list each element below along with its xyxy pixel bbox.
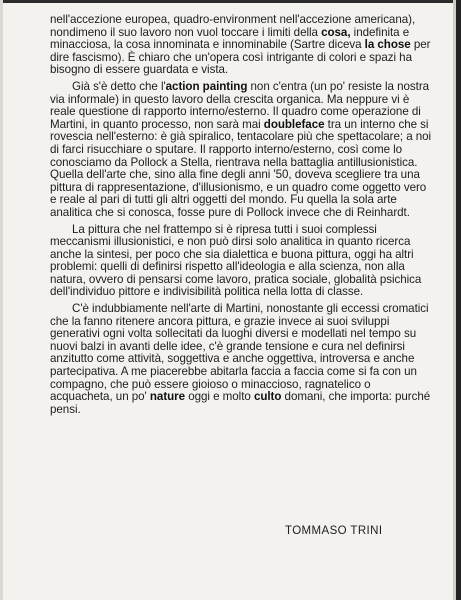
bold-term: action painting (165, 79, 248, 93)
text-run: La pittura che nel frattempo si è ripresa tutti i suoi complessi meccanismi illusionistici, e non può dirsi solo analitica in quanto ricerca anche la sintesi, per poco che sia dialettica e buona pittura, oggi ha altri problemi: quelli di definirsi rispetto all'ideologia e alla scienza, non alla natura, ovvero di pensarsi come lavoro, pratica sociale, globalità psichica dell'individuo pittore e indivisibilità politica nella lotta di classe. (50, 222, 422, 299)
scan-edge-left (0, 0, 3, 600)
text-run: Già s'è detto che l' (72, 79, 166, 93)
scan-edge-right (456, 0, 461, 600)
text-run: indefinita e minacciosa, la cosa innominata e innominabile (Sartre diceva (50, 25, 410, 52)
paragraph-4 (50, 303, 432, 416)
text-run: nell'accezione europea, quadro-environment nell'accezione americana), nondimeno il suo lavoro non vuol toccare i limiti della (50, 13, 416, 39)
bold-term: cosa, (321, 25, 351, 39)
text-run: per dire fascismo). È chiaro che un'opera così intrigante di colori e spazi ha bisogno di essere guardata e vista. (50, 38, 431, 77)
paragraph-3 (50, 224, 432, 300)
text-run: oggi e molto (185, 390, 254, 404)
text-run: domani, che importa: purché pensi. (50, 390, 431, 416)
paragraph-2 (50, 81, 432, 220)
text-run: non c'entra (un po' resiste la nostra via informale) in questo lavoro della crescita organica. Ma neppure vi è reale questione di rapporto interno/esterno. Il quadro come operazione di Martini, in quanto processo, non sarà mai (50, 79, 430, 131)
text-run: C'è indubbiamente nell'arte di Martini, nonostante gli eccessi cromatici che la fanno ritenere ancora pittura, e grazie invece ai suoi sviluppi generativi ogni volta sollecitati da luoghi diversi e modellati nel tempo su nuovi balzi in avanti delle idee, c'è grande tensione e cura nel definirsi anzitutto come attività, soggettiva e anche oggettiva, introversa e anche partecipativa. A me piacerebbe abitarla faccia a faccia come si fa con un compagno, che può essere gioioso o minaccioso, ragnatelico o acquacheta, un po' (50, 302, 429, 404)
bold-term: doubleface (263, 117, 325, 131)
bold-term: la chose (364, 38, 411, 52)
paragraph-1 (50, 14, 432, 77)
text-run: tra un interno che si rovescia nell'esterno: è già spiralico, tentacolare più che spettacolare; a noi di farci risucchiare o sputare. Il rapporto interno/esterno, così come lo conosciamo da Pollock a Stella, rientrava nella battaglia antillusionistica. Quella dell'arte che, sino alla fine degli anni '50, doveva scegliere tra una pittura di rappresentazione, d'illusionismo, e un quadro come oggetto vero e reale al pari di tutti gli altri oggetti del mondo. Fu quella la sola arte analitica che si conosca, fosse pure di Pollock invece che di Reinhardt. (50, 117, 432, 219)
scan-edge-top (0, 0, 461, 3)
article-body (50, 14, 432, 420)
author-signature: TOMMASO TRINI (285, 525, 383, 537)
bold-term: culto (253, 390, 282, 404)
bold-term: nature (149, 390, 186, 404)
